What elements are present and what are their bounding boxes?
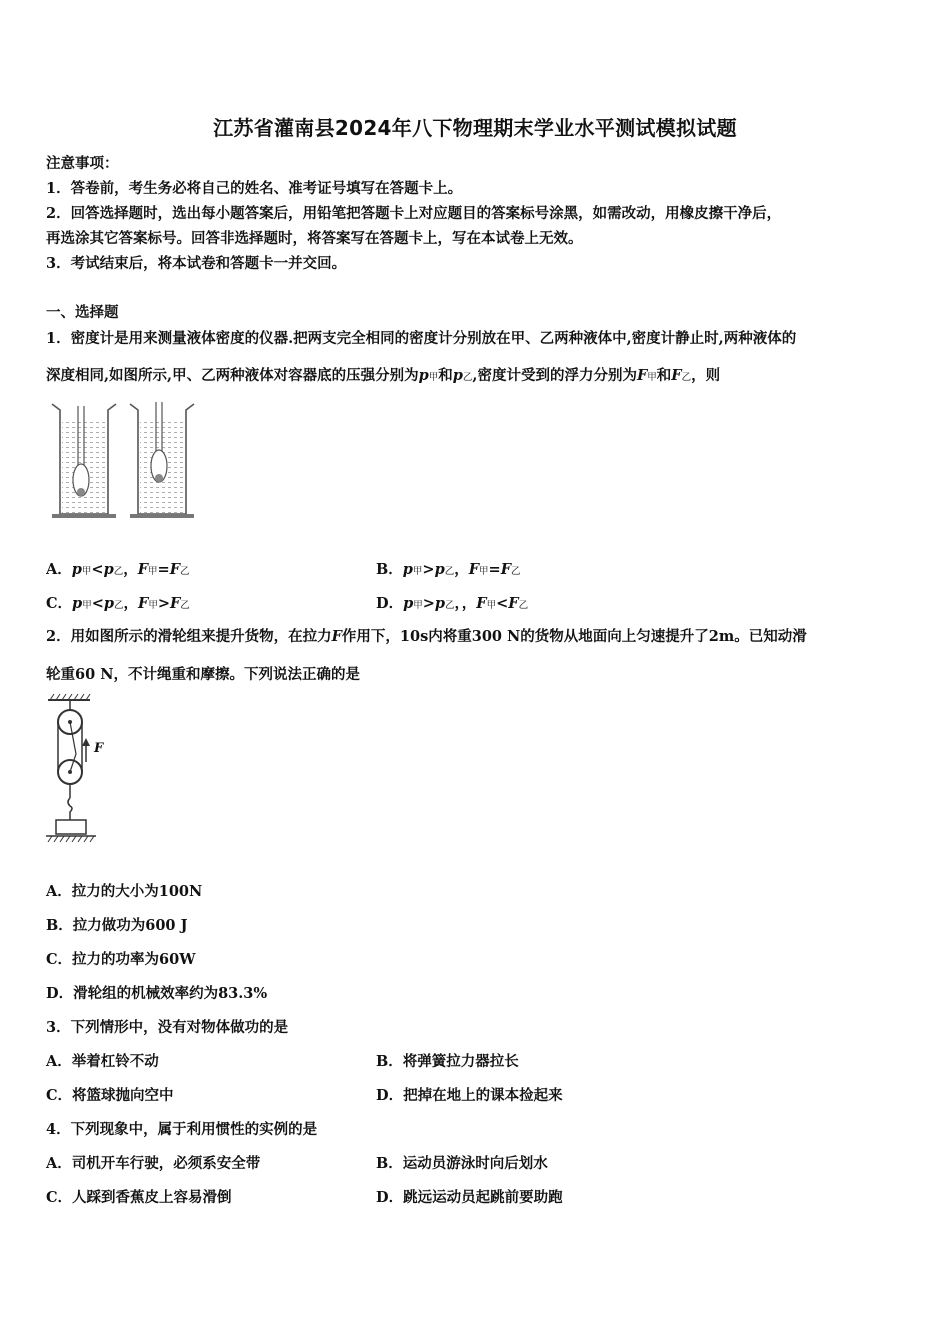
q1-option-a[interactable]: A．p甲<p乙，F甲=F乙: [46, 561, 190, 578]
q1-hydrometer-figure: [48, 400, 198, 524]
q1-option-b[interactable]: B．p甲>p乙，F甲=F乙: [376, 561, 521, 578]
q1-option-c[interactable]: C．p甲<p乙，F甲>F乙: [46, 595, 190, 612]
q4-option-c[interactable]: C．人踩到香蕉皮上容易滑倒: [46, 1189, 232, 1206]
q3-option-c[interactable]: C．将篮球抛向空中: [46, 1087, 174, 1104]
q4-option-d[interactable]: D．跳远运动员起跳前要助跑: [376, 1189, 563, 1206]
q2-stem-line2: 轮重60 N，不计绳重和摩擦。下列说法正确的是: [46, 666, 360, 683]
notice-item: 1．答卷前，考生务必将自己的姓名、准考证号填写在答题卡上。: [46, 180, 463, 197]
force-label: F: [94, 741, 104, 756]
page-title: 江苏省灌南县2024年八下物理期末学业水平测试模拟试题: [213, 116, 737, 140]
q1-option-d[interactable]: D．p甲>p乙，，F甲<F乙: [376, 595, 529, 612]
q4-option-a[interactable]: A．司机开车行驶，必须系安全带: [46, 1155, 261, 1172]
q3-stem: 3．下列情形中，没有对物体做功的是: [46, 1019, 289, 1036]
q2-stem-line1: 2．用如图所示的滑轮组来提升货物，在拉力F作用下，10s内将重300 N的货物从地面向上匀速提升了2m。已知动滑: [46, 628, 807, 645]
beaker-jia: [52, 404, 116, 518]
notice-item: 3．考试结束后，将本试卷和答题卡一并交回。: [46, 255, 347, 272]
notice-item: 2．回答选择题时，选出每小题答案后，用铅笔把答题卡上对应题目的答案标号涂黑，如需改动，用橡皮擦干净后，: [46, 205, 782, 222]
q1-stem-line1: 1．密度计是用来测量液体密度的仪器.把两支完全相同的密度计分别放在甲、乙两种液体中,密度计静止时,两种液体的: [46, 330, 797, 347]
q4-option-b[interactable]: B．运动员游泳时向后划水: [376, 1155, 548, 1172]
q2-pulley-figure: [40, 692, 130, 848]
q2-option-c[interactable]: C．拉力的功率为60W: [46, 951, 196, 968]
q1-stem-line2: 深度相同,如图所示,甲、乙两种液体对容器底的压强分别为p甲和p乙,密度计受到的浮力分别为F甲和F乙，则: [46, 367, 721, 384]
q3-option-d[interactable]: D．把掉在地上的课本捡起来: [376, 1087, 563, 1104]
q2-option-b[interactable]: B．拉力做功为600 J: [46, 917, 188, 934]
notice-heading: 注意事项：: [46, 155, 119, 172]
q2-option-a[interactable]: A．拉力的大小为100N: [46, 883, 203, 900]
q3-option-a[interactable]: A．举着杠铃不动: [46, 1053, 159, 1070]
q4-stem: 4．下列现象中，属于利用惯性的实例的是: [46, 1121, 318, 1138]
section-heading: 一、选择题: [46, 304, 119, 321]
beaker-yi: [130, 402, 194, 518]
cargo-block: [56, 820, 86, 834]
notice-item: 再选涂其它答案标号。回答非选择题时，将答案写在答题卡上，写在本试卷上无效。: [46, 230, 583, 247]
q3-option-b[interactable]: B．将弹簧拉力器拉长: [376, 1053, 519, 1070]
q2-option-d[interactable]: D．滑轮组的机械效率约为83.3%: [46, 985, 268, 1002]
